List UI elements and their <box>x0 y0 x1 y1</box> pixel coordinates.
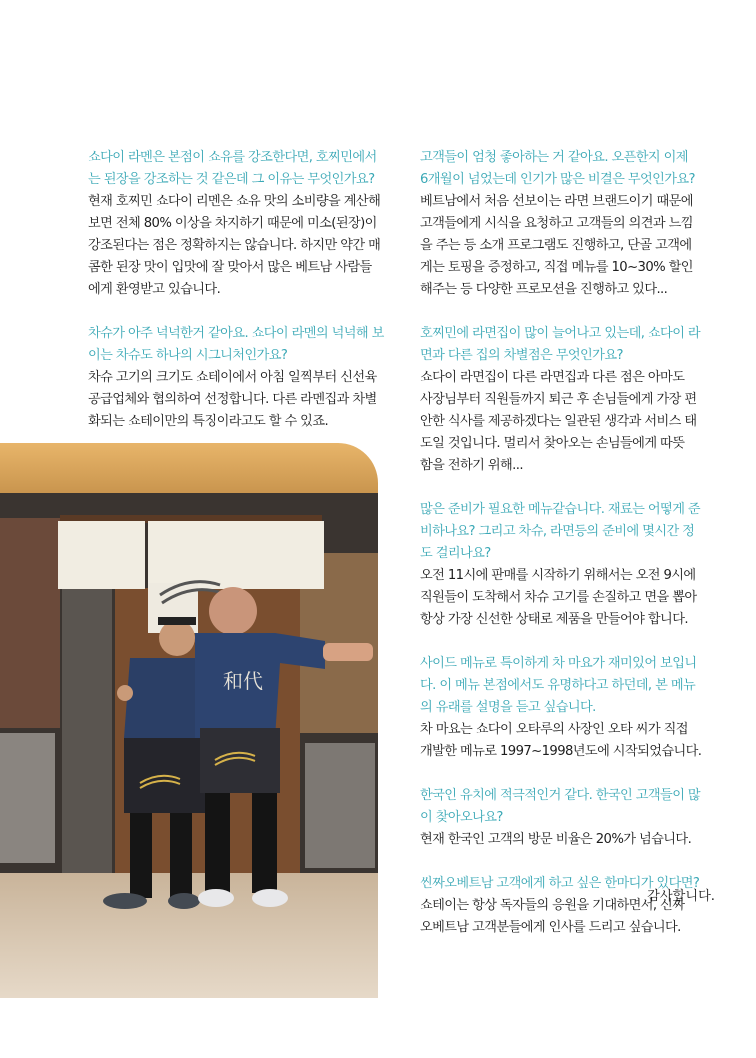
answer-line: 콤한 된장 맛이 입맛에 잘 맞아서 많은 베트남 사람들 <box>88 260 372 275</box>
question-line: 6개월이 넘었는데 인기가 많은 비결은 무엇인가요? <box>420 172 695 187</box>
question-line: 많은 준비가 필요한 메뉴같습니다. 재료는 어떻게 준 <box>420 502 701 517</box>
answer-line: 함을 전하기 위해... <box>420 458 523 473</box>
qa-section <box>420 785 720 851</box>
answer-line: 개발한 메뉴로 1997~1998년도에 시작되었습니다. <box>420 744 702 759</box>
answer-line: 에게 환영받고 있습니다. <box>88 282 221 297</box>
answer-line: 안한 식사를 제공하겠다는 일관된 생각과 서비스 태 <box>420 414 697 429</box>
shirt-logo: 和代 <box>223 669 263 693</box>
answer-line: 베트남에서 처음 선보이는 라면 브랜드이기 때문에 <box>420 194 693 209</box>
answer-line: 현재 한국인 고객의 방문 비율은 20%가 넘습니다. <box>420 832 692 847</box>
answer-line: 오전 11시에 판매를 시작하기 위해서는 오전 9시에 <box>420 568 696 583</box>
answer-line: 도일 것입니다. 멀리서 찾아오는 손님들에게 따뜻 <box>420 436 685 451</box>
question-line: 씬짜오베트남 고객에게 하고 싶은 한마디가 있다면? <box>420 876 700 891</box>
right-column <box>420 147 720 961</box>
answer-line: 을 주는 등 소개 프로그램도 진행하고, 단골 고객에 <box>420 238 692 253</box>
answer-line: 공급업체와 협의하여 선정합니다. 다른 라멘집과 차별 <box>88 392 377 407</box>
answer-line: 사장님부터 직원들까지 퇴근 후 손님들에게 가장 편 <box>420 392 697 407</box>
answer-line: 고객들에게 시식을 요청하고 고객들의 의견과 느낌 <box>420 216 693 231</box>
restaurant-staff-photo <box>0 443 378 998</box>
qa-section <box>420 499 720 631</box>
qa-section <box>88 147 388 301</box>
question-line: 면과 다른 집의 차별점은 무엇인가요? <box>420 348 623 363</box>
question-line: 도 걸리나요? <box>420 546 491 561</box>
question-line: 이 찾아오나요? <box>420 810 503 825</box>
qa-section <box>420 147 720 301</box>
question-line: 한국인 유치에 적극적인거 같다. 한국인 고객들이 많 <box>420 788 701 803</box>
closing-text: 감사합니다. <box>647 889 715 904</box>
answer-line: 직원들이 도착해서 차슈 고기를 손질하고 면을 뽑아 <box>420 590 697 605</box>
question-line: 사이드 메뉴로 특이하게 차 마요가 재미있어 보입니 <box>420 656 697 671</box>
question-line: 쇼다이 라멘은 본점이 쇼유를 강조한다면, 호찌민에서 <box>88 150 377 165</box>
question-line: 고객들이 엄청 좋아하는 거 같아요. 오픈한지 이제 <box>420 150 688 165</box>
answer-line: 해주는 등 다양한 프로모션을 진행하고 있다... <box>420 282 668 297</box>
qa-section <box>420 653 720 763</box>
question-line: 호찌민에 라면집이 많이 늘어나고 있는데, 쇼다이 라 <box>420 326 701 341</box>
answer-line: 차슈 고기의 크기도 쇼테이에서 아침 일찍부터 신선육 <box>88 370 377 385</box>
question-line: 다. 이 메뉴 본점에서도 유명하다고 하던데, 본 메뉴 <box>420 678 696 693</box>
question-line: 이는 차슈도 하나의 시그니처인가요? <box>88 348 288 363</box>
answer-line: 차 마요는 쇼다이 오타루의 사장인 오타 씨가 직접 <box>420 722 688 737</box>
answer-line: 화되는 쇼테이만의 특징이라고도 할 수 있죠. <box>88 414 329 429</box>
answer-line: 항상 가장 신선한 상태로 제품을 만들어야 합니다. <box>420 612 688 627</box>
question-line: 비하나요? 그리고 차슈, 라면등의 준비에 몇시간 정 <box>420 524 695 539</box>
question-line: 는 된장을 강조하는 것 같은데 그 이유는 무엇인가요? <box>88 172 375 187</box>
answer-line: 쇼테이는 항상 독자들의 응원을 기대하면서, 신짜 <box>420 898 685 913</box>
left-column <box>88 147 388 455</box>
question-line: 차슈가 아주 넉넉한거 같아요. 쇼다이 라멘의 넉넉해 보 <box>88 326 384 341</box>
qa-section <box>88 323 388 433</box>
answer-line: 강조된다는 점은 정확하지는 않습니다. 하지만 약간 매 <box>88 238 381 253</box>
question-line: 의 유래를 설명을 듣고 싶습니다. <box>420 700 596 715</box>
answer-line: 쇼다이 라면집이 다른 라면집과 다른 점은 아마도 <box>420 370 685 385</box>
answer-line: 오베트남 고객분들에게 인사를 드리고 싶습니다. <box>420 920 681 935</box>
answer-line: 보면 전체 80% 이상을 차지하기 때문에 미소(된장)이 <box>88 216 377 231</box>
answer-line: 현재 호찌민 쇼다이 리멘은 쇼유 맛의 소비량을 계산해 <box>88 194 381 209</box>
answer-line: 게는 토핑을 증정하고, 직접 메뉴를 10~30% 할인 <box>420 260 693 275</box>
qa-section <box>420 323 720 477</box>
